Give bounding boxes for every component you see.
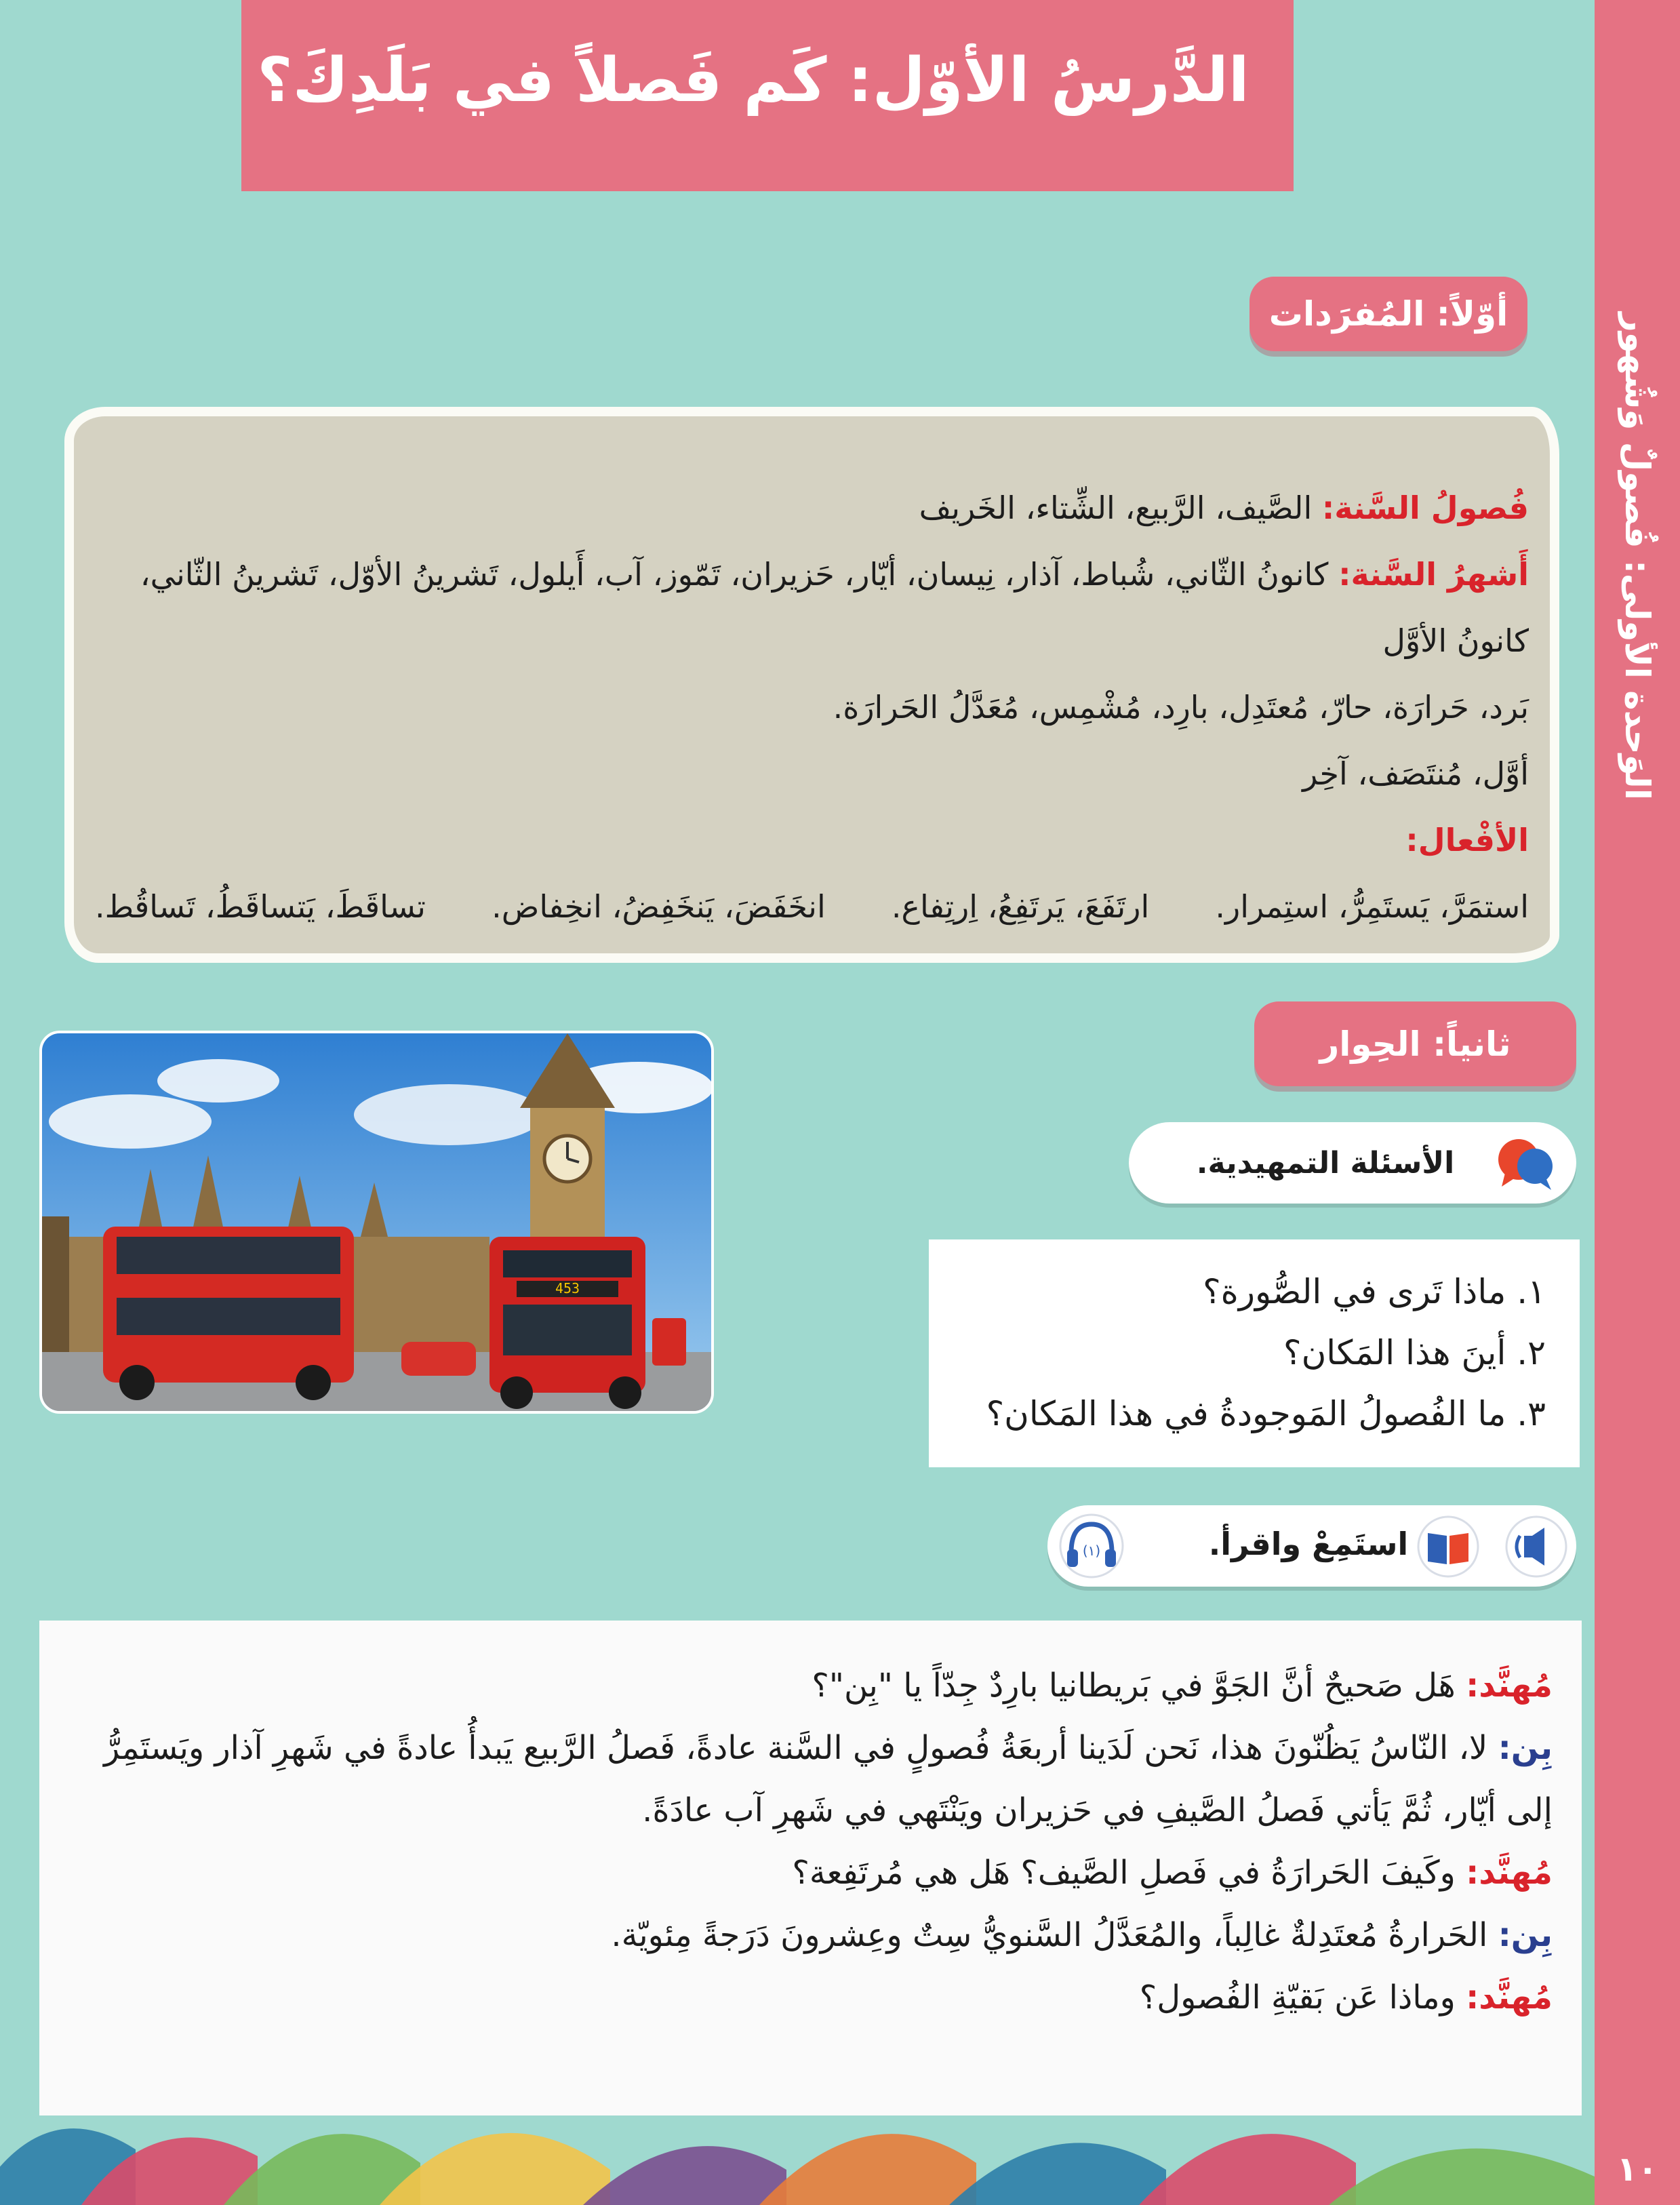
page-number: ١٠ bbox=[1616, 2149, 1658, 2189]
dialog-line bbox=[61, 1904, 1553, 1966]
verb-item: ارتَفَعَ، يَرتَفِعُ، اِرتِفاع. bbox=[891, 888, 1150, 925]
dialog-heading: ثانياً: الحِوار bbox=[1254, 1001, 1576, 1086]
dialog-sentence: الحَرارةُ مُعتَدِلةٌ غالِباً، والمُعَدَّلُ السَّنويُّ سِتٌ وعِشرونَ دَرَجةً مِئويّة. bbox=[611, 1916, 1488, 1954]
dialog-line bbox=[61, 1654, 1553, 1717]
dialog-line bbox=[61, 1717, 1553, 1779]
seasons-label: فُصولُ السَّنة: bbox=[1321, 490, 1529, 526]
seasons-line bbox=[95, 475, 1529, 541]
headphones-icon[interactable] bbox=[1058, 1512, 1125, 1580]
months-text: كانونُ الثّاني، شُباط، آذار، نِيسان، أيّار، حَزيران، تَمّوز، آب، أَيلول، تَشرينُ الأوّل، تَشرينُ الثّاني، bbox=[140, 556, 1329, 593]
dialog-sentence: لا، النّاسُ يَظُنّونَ هذا، نَحن لَدَينا أربعَةُ فُصولٍ في السَّنة عادةً، فَصلُ الرَّبيع يَبدأُ عادةً في شَهرِ آذار ويَستَمِرُّ bbox=[104, 1729, 1488, 1767]
speaker-name: بِن: bbox=[1498, 1729, 1553, 1767]
track-number: (١) bbox=[1082, 1543, 1101, 1559]
speaker-name: بِن: bbox=[1498, 1916, 1553, 1954]
dialog-line bbox=[61, 1779, 1553, 1842]
dialog-line bbox=[61, 1966, 1553, 2029]
vocab-text bbox=[95, 475, 1529, 940]
verb-item: تساقَطَ، يَتساقَطُ، تَساقُط. bbox=[95, 888, 426, 925]
dialog-sentence: وكَيفَ الحَرارَةُ في فَصلِ الصَّيف؟ هَل هي مُرتَفِعة؟ bbox=[792, 1854, 1456, 1892]
book-icon bbox=[1417, 1515, 1479, 1578]
speaker-name: مُهنَّد: bbox=[1466, 1667, 1553, 1705]
listen-read-label: استَمِعْ واقرأ. bbox=[1208, 1526, 1409, 1562]
dialog-sentence: هَل صَحيحٌ أنَّ الجَوَّ في بَريطانيا بارِدٌ جِدّاً يا "بِن"؟ bbox=[812, 1667, 1456, 1705]
months-line bbox=[95, 541, 1529, 608]
dialog-sentence: وماذا عَن بَقيّةِ الفُصول؟ bbox=[1139, 1979, 1456, 2017]
question-item: ٣. ما الفُصولُ المَوجودةُ في هذا المَكان؟ bbox=[986, 1394, 1546, 1433]
months-line-2: كانونُ الأوَّل bbox=[1382, 622, 1529, 659]
speech-bubbles-icon bbox=[1492, 1129, 1559, 1197]
question-item: ١. ماذا تَرى في الصُّورة؟ bbox=[1203, 1272, 1546, 1311]
months-label: أَشهرُ السَّنة: bbox=[1338, 556, 1529, 593]
london-bus-big-ben-image bbox=[42, 1033, 711, 1411]
verbs-label: الأفْعال: bbox=[1405, 822, 1529, 858]
bus-route-sign: 453 bbox=[555, 1280, 580, 1296]
speaker-icon[interactable] bbox=[1505, 1515, 1567, 1578]
dialog-text bbox=[61, 1654, 1553, 2029]
verb-item: انخَفَضَ، يَنخَفِضُ، انخِفاض. bbox=[492, 888, 826, 925]
dialog-sentence: إلى أيّار، ثُمَّ يَأتي فَصلُ الصَّيفِ في حَزيران ويَنْتَهي في شَهرِ آب عادَةً. bbox=[642, 1791, 1553, 1829]
dialog-line bbox=[61, 1842, 1553, 1904]
umbrellas-decoration bbox=[0, 2048, 1595, 2205]
speaker-name: مُهنَّد: bbox=[1466, 1854, 1553, 1892]
verb-item: استمَرَّ، يَستَمِرُّ، استِمرار. bbox=[1215, 888, 1529, 925]
london-photo bbox=[39, 1031, 714, 1414]
order-words: أوَّل، مُنتَصَف، آخِر bbox=[1302, 755, 1529, 792]
seasons-text: الصَّيف، الرَّبيع، الشِّتاء، الخَريف bbox=[919, 490, 1313, 526]
weather-words: بَرد، حَرارَة، حارّ، مُعتَدِل، بارِد، مُشْمِس، مُعَدَّلُ الحَرارَة. bbox=[833, 689, 1529, 726]
questions-list bbox=[949, 1261, 1546, 1444]
vocab-heading: أوّلاً: المُفرَدات bbox=[1249, 277, 1527, 351]
verbs-row bbox=[95, 873, 1529, 940]
question-item: ٢. أينَ هذا المَكان؟ bbox=[1283, 1333, 1546, 1372]
unit-title: الوَحدة الأولى: فُصولٌ وَشُهور bbox=[1618, 313, 1657, 800]
lesson-title: الدَّرسُ الأوّل: كَم فَصلاً في بَلَدِكَ؟ bbox=[257, 45, 1249, 116]
speaker-name: مُهنَّد: bbox=[1466, 1979, 1553, 2017]
intro-questions-label: الأسئلة التمهيدية. bbox=[1196, 1146, 1455, 1180]
